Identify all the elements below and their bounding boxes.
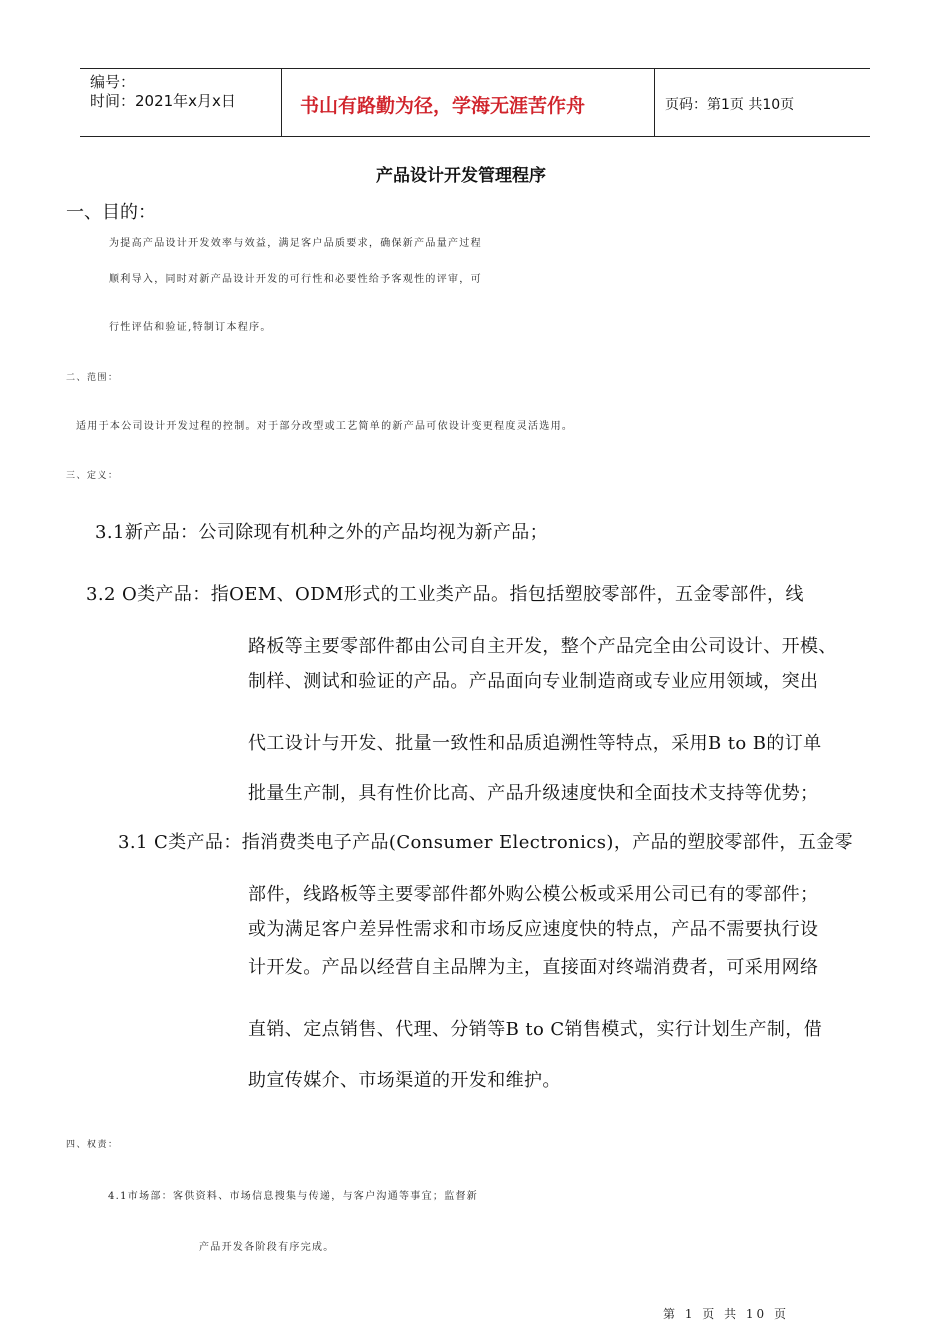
- definition-c-product-line: 计开发。产品以经营自主品牌为主，直接面对终端消费者，可采用网络: [248, 957, 819, 978]
- definition-o-product-line: 路板等主要零部件都由公司自主开发，整个产品完全由公司设计、开模、: [248, 636, 837, 657]
- header-page-info: 页码：第1页 共10页: [665, 97, 795, 113]
- doc-date-label: 时间：2021年x月x日: [90, 92, 236, 110]
- duties-line: 产品开发各阶段有序完成。: [199, 1242, 335, 1253]
- section-heading-duties: 四、权责：: [66, 1140, 119, 1150]
- definition-c-product-line: 或为满足客户差异性需求和市场反应速度快的特点，产品不需要执行设: [248, 919, 819, 940]
- definition-o-product-line: 代工设计与开发、批量一致性和品质追溯性等特点，采用B to B的订单: [248, 733, 822, 754]
- purpose-line: 顺利导入，同时对新产品设计开发的可行性和必要性给予客观性的评审，可: [109, 274, 482, 285]
- definition-o-product-line: 制样、测试和验证的产品。产品面向专业制造商或专业应用领域，突出: [248, 671, 819, 692]
- purpose-line: 行性评估和验证,特制订本程序。: [109, 322, 272, 333]
- definition-c-product: 3.1 C类产品：指消费类电子产品(Consumer Electronics)，产品的塑胶零部件，五金零: [118, 832, 854, 853]
- duties-line: 4.1市场部：客供资料、市场信息搜集与传递，与客户沟通等事宜；监督新: [108, 1191, 479, 1202]
- section-heading-scope: 二、范围：: [66, 373, 119, 383]
- definition-c-product-line: 直销、定点销售、代理、分销等B to C销售模式，实行计划生产制，借: [248, 1019, 823, 1040]
- definition-new-product: 3.1新产品：公司除现有机种之外的产品均视为新产品；: [95, 522, 549, 543]
- purpose-line: 为提高产品设计开发效率与效益，满足客户品质要求，确保新产品量产过程: [109, 238, 482, 249]
- header-motto: 书山有路勤为径，学海无涯苦作舟: [300, 95, 586, 117]
- definition-c-product-line: 助宣传媒介、市场渠道的开发和维护。: [248, 1070, 561, 1091]
- section-heading-definitions: 三、定义：: [66, 471, 119, 481]
- definition-c-product-line: 部件，线路板等主要零部件都外购公模公板或采用公司已有的零部件；: [248, 884, 819, 905]
- definition-o-product: 3.2 O类产品：指OEM、ODM形式的工业类产品。指包括塑胶零部件，五金零部件，线: [86, 584, 804, 605]
- section-heading-purpose: 一、目的：: [66, 202, 156, 223]
- footer-page-number: 第 1 页 共 10 页: [663, 1307, 789, 1321]
- scope-text: 适用于本公司设计开发过程的控制。对于部分改型或工艺简单的新产品可依设计变更程度灵活选用。: [76, 421, 574, 432]
- header-divider: [281, 69, 282, 136]
- definition-o-product-line: 批量生产制，具有性价比高、产品升级速度快和全面技术支持等优势；: [248, 783, 819, 804]
- doc-number-label: 编号：: [90, 73, 136, 91]
- document-title: 产品设计开发管理程序: [376, 166, 546, 186]
- header-divider: [654, 69, 655, 136]
